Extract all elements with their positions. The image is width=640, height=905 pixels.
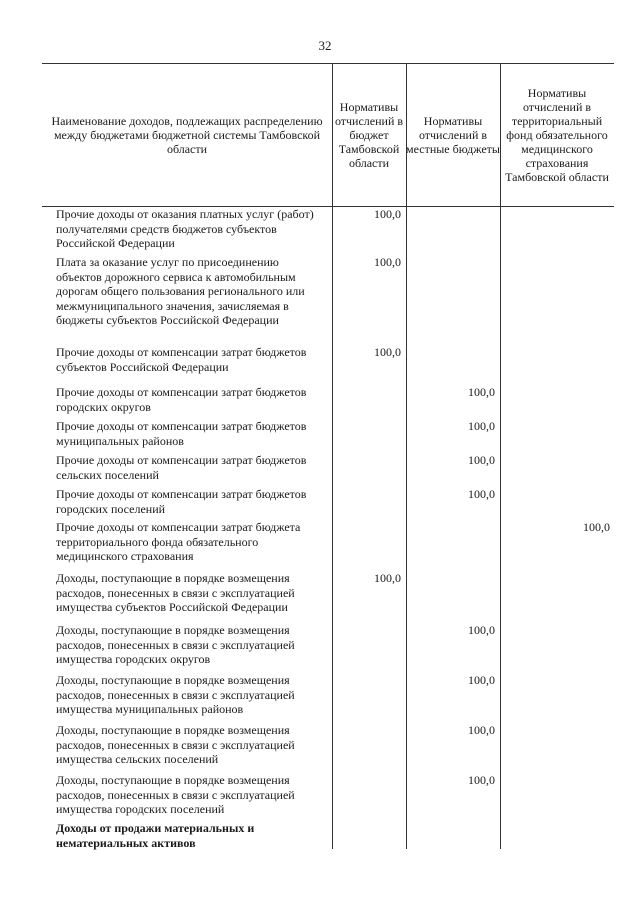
row-local-value: 100,0	[468, 419, 495, 433]
row-name: Прочие доходы от компенсации затрат бюджетов муниципальных районов	[56, 419, 307, 448]
column-divider	[406, 207, 407, 849]
row-name: Доходы, поступающие в порядке возмещения расходов, понесенных в связи с эксплуатацией имущества городских поселений	[56, 773, 295, 816]
row-name: Прочие доходы от оказания платных услуг (работ) получателями средств бюджетов субъектов Российской Федерации	[56, 207, 314, 250]
header-local: Нормативы отчислений в местные бюджеты	[406, 114, 500, 156]
row-regional-value: 100,0	[374, 345, 401, 359]
row-local-value: 100,0	[468, 723, 495, 737]
header-name: Наименование доходов, подлежащих распределению между бюджетами бюджетной системы Тамбовской области	[51, 114, 323, 156]
table-header	[42, 63, 614, 207]
row-regional-value: 100,0	[374, 207, 401, 221]
row-local-value: 100,0	[468, 385, 495, 399]
header-regional: Нормативы отчислений в бюджет Тамбовской области	[334, 100, 404, 170]
row-fund-value: 100,0	[583, 520, 610, 534]
row-local-value: 100,0	[468, 623, 495, 637]
row-name: Прочие доходы от компенсации затрат бюджетов сельских поселений	[56, 453, 307, 482]
row-name: Доходы, поступающие в порядке возмещения расходов, понесенных в связи с эксплуатацией имущества субъектов Российской Федерации	[56, 571, 295, 614]
row-name: Плата за оказание услуг по присоединению объектов дорожного сервиса к автомобильным дорогам общего пользования регионального или межмуниципального значения, зачисляемая в бюджеты субъектов Российской Федерации	[56, 255, 305, 327]
row-name: Доходы от продажи материальных и нематериальных активов	[56, 821, 255, 850]
row-name: Прочие доходы от компенсации затрат бюджетов субъектов Российской Федерации	[56, 345, 307, 374]
row-name: Доходы, поступающие в порядке возмещения расходов, понесенных в связи с эксплуатацией имущества сельских поселений	[56, 723, 295, 766]
header-divider	[406, 64, 407, 206]
row-regional-value: 100,0	[374, 571, 401, 585]
page-number: 32	[318, 38, 332, 53]
revenue-table	[42, 63, 614, 849]
header-divider	[332, 64, 333, 206]
row-name: Доходы, поступающие в порядке возмещения расходов, понесенных в связи с эксплуатацией имущества городских округов	[56, 623, 295, 666]
row-name: Доходы, поступающие в порядке возмещения расходов, понесенных в связи с эксплуатацией имущества муниципальных районов	[56, 673, 295, 716]
row-name: Прочие доходы от компенсации затрат бюджета территориального фонда обязательного медицинского страхования	[56, 520, 301, 563]
row-local-value: 100,0	[468, 487, 495, 501]
row-name: Прочие доходы от компенсации затрат бюджетов городских округов	[56, 385, 307, 414]
table-body	[42, 207, 614, 849]
row-regional-value: 100,0	[374, 255, 401, 269]
row-name: Прочие доходы от компенсации затрат бюджетов городских поселений	[56, 487, 307, 516]
row-local-value: 100,0	[468, 773, 495, 787]
header-fund: Нормативы отчислений в территориальный фонд обязательного медицинского страхования Тамбовской области	[505, 86, 609, 184]
header-divider	[500, 64, 501, 206]
column-divider	[332, 207, 333, 849]
row-local-value: 100,0	[468, 673, 495, 687]
row-local-value: 100,0	[468, 453, 495, 467]
